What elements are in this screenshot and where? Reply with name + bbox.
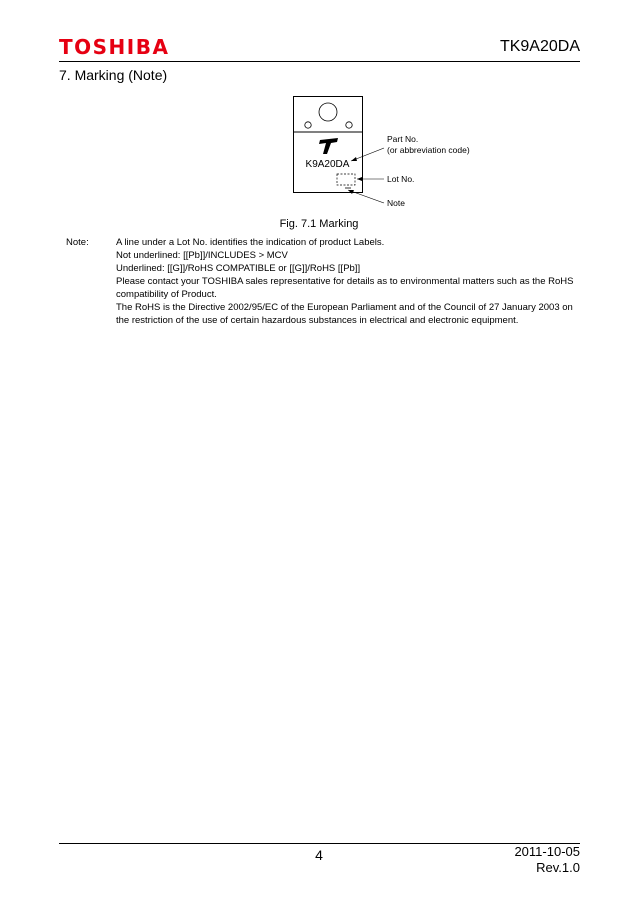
mounting-hole <box>319 103 337 121</box>
footer-divider <box>59 843 580 844</box>
part-no-sublabel: (or abbreviation code) <box>387 145 470 155</box>
lot-number-box <box>337 174 355 185</box>
notes-body <box>116 236 581 327</box>
part-no-label: Part No. <box>387 134 419 144</box>
note-line: Please contact your TOSHIBA sales representative for details as to environmental matters such as the RoHS <box>116 276 574 287</box>
note-line: Underlined: [[G]]/RoHS COMPATIBLE or [[G]]/RoHS [[Pb]] <box>116 263 361 274</box>
note-line: The RoHS is the Directive 2002/95/EC of the European Parliament and of the Council of 27 January 2003 on <box>116 302 573 313</box>
note-line: compatibility of Product. <box>116 289 217 300</box>
lot-no-arrowhead <box>357 177 362 181</box>
notes-block <box>66 236 581 327</box>
pin-mark-right <box>346 122 352 128</box>
header-divider <box>59 61 580 62</box>
note-leader <box>348 190 384 203</box>
note-label: Note <box>387 198 405 208</box>
page-number: 4 <box>315 847 323 863</box>
footer-date: 2011-10-05 <box>514 844 580 859</box>
note-line: A line under a Lot No. identifies the indication of product Labels. <box>116 237 385 248</box>
figure-caption: Fig. 7.1 Marking <box>279 218 359 230</box>
marking-code: K9A20DA <box>305 159 350 170</box>
note-line: the restriction of the use of certain hazardous substances in electrical and electronic equipment. <box>116 315 519 326</box>
pin-mark-left <box>305 122 311 128</box>
toshiba-logo: TOSHIBA <box>59 35 170 59</box>
note-line: Not underlined: [[Pb]]/INCLUDES > MCV <box>116 250 288 261</box>
section-title: 7. Marking (Note) <box>59 67 168 83</box>
part-no-arrowhead <box>351 157 357 161</box>
marking-diagram <box>280 90 520 215</box>
toshiba-mark-icon <box>319 138 338 154</box>
lot-no-label: Lot No. <box>387 174 415 184</box>
notes-label: Note: <box>66 237 89 248</box>
footer-revision: Rev.1.0 <box>536 860 580 875</box>
header-part-number: TK9A20DA <box>499 38 580 55</box>
